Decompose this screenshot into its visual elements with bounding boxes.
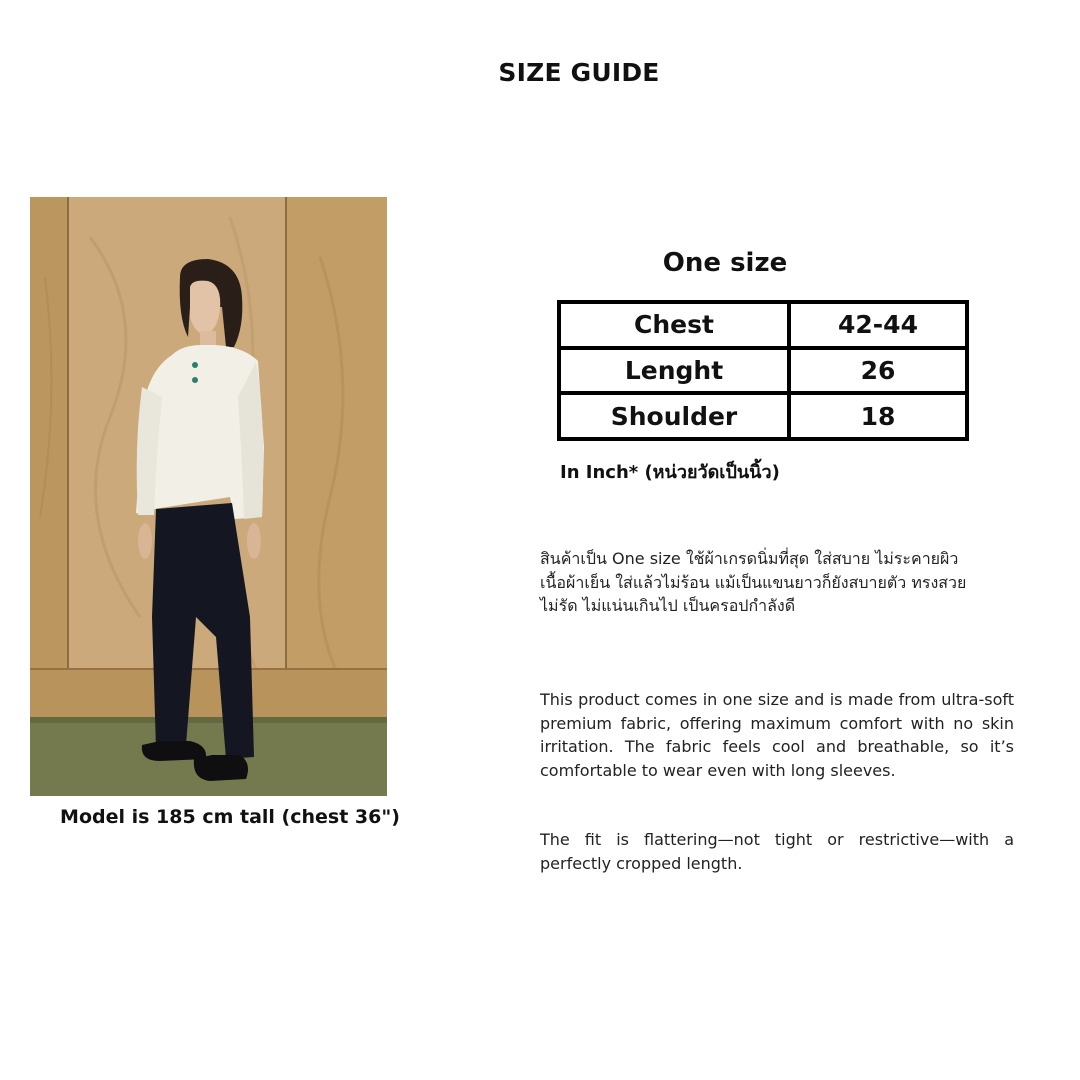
thai-description xyxy=(540,547,980,618)
size-value: 26 xyxy=(789,348,967,394)
table-row xyxy=(559,393,967,439)
size-heading: One size xyxy=(662,248,788,278)
table-row xyxy=(559,348,967,394)
model-caption: Model is 185 cm tall (chest 36") xyxy=(60,806,400,828)
model-photo xyxy=(30,197,387,796)
table-row xyxy=(559,302,967,348)
english-description-paragraph: The fit is flattering—not tight or restrictive—with a perfectly cropped length. xyxy=(540,830,1014,873)
english-description-paragraph: This product comes in one size and is made from ultra-soft premium fabric, offering maximum comfort with no skin irritation. The fabric feels cool and breathable, so it’s comfortable to wear even with long sleeves. xyxy=(540,690,1014,780)
thai-line: เนื้อผ้าเย็น ใส่แล้วไม่ร้อน แม้เป็นแขนยาวก็ยังสบายตัว ทรงสวย xyxy=(540,572,967,592)
unit-note: In Inch* (หน่วยวัดเป็นนิ้ว) xyxy=(560,462,780,483)
page-title: SIZE GUIDE xyxy=(498,58,660,87)
size-value: 42-44 xyxy=(789,302,967,348)
thai-line: ไม่รัด ไม่แน่นเกินไป เป็นครอปกำลังดี xyxy=(540,596,796,615)
thai-line: สินค้าเป็น One size ใช้ผ้าเกรดนิ่มที่สุด ใส่สบาย ไม่ระคายผิว xyxy=(540,549,959,568)
size-table xyxy=(557,300,969,441)
size-label: Lenght xyxy=(559,348,789,394)
size-value: 18 xyxy=(789,393,967,439)
size-label: Shoulder xyxy=(559,393,789,439)
size-label: Chest xyxy=(559,302,789,348)
